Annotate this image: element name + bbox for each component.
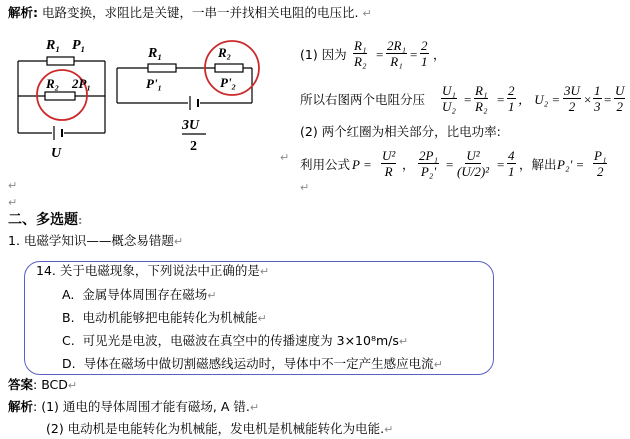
section-title: 二、多选题:: [8, 212, 83, 228]
paragraph-mark-icon: ↵: [362, 7, 372, 20]
label2-u-num: 3U: [182, 118, 200, 133]
circuit-diagram-1: [10, 30, 115, 170]
paragraph-mark-icon: ↵: [8, 196, 18, 209]
answer-line: 答案: BCD↵: [8, 377, 78, 392]
l4-eq1: =: [446, 157, 454, 172]
label2-r1: R₁: [148, 46, 163, 61]
option-d: D. 导体在磁场中做切割磁感线运动时，导体中不一定产生感应电流↵: [62, 356, 443, 371]
solution-l1-pre: (1) 因为: [300, 47, 347, 62]
l1-frac3: $\frac{2}{1}$: [421, 38, 428, 69]
solution-l4-pre: 利用公式: [300, 157, 351, 172]
label2-p2: P'₂: [220, 75, 237, 90]
resistor-r1-prime: [148, 64, 176, 72]
l4-p2: P₂' =: [557, 157, 585, 172]
l2-frac2: $\frac{\text{R₁}}{\text{R₂}}$: [475, 83, 488, 114]
explain-line-1: 解析: (1) 通电的导体周围才能有磁场, A 错.↵: [8, 399, 260, 414]
l2-frac4: $\frac{3U}{2}$: [564, 83, 580, 114]
l4-sep: ，: [402, 157, 415, 172]
label-r1: R₁: [46, 38, 61, 53]
label2-r2: R₂: [218, 45, 232, 60]
l1-post: ，: [433, 47, 446, 62]
l4-frac2: $\frac{\text{2P₁}}{\text{P₂'}}$: [419, 148, 438, 179]
label-u: U: [51, 146, 62, 161]
l2-eq1: =: [464, 92, 472, 107]
l2-mid: ， U₂ =: [518, 92, 561, 107]
label-p1: P₁: [72, 38, 86, 53]
l1-eq1: =: [376, 47, 384, 62]
resistor-r2: [45, 92, 75, 100]
paragraph-mark-icon: ↵: [280, 151, 290, 164]
l2-frac5: $\frac{1}{3}$: [594, 83, 601, 114]
question-stem: 14. 关于电磁现象，下列说法中正确的是↵: [36, 263, 270, 278]
explain-line-2: (2) 电动机是电能转化为机械能，发电机是机械能转化为电能.↵: [46, 421, 394, 436]
solution-l3: (2) 两个红圈为相关部分，比电功率:: [300, 124, 501, 139]
resistor-r2-prime: [215, 64, 243, 72]
option-b: B. 电动机能够把电能转化为机械能↵: [62, 310, 267, 325]
circuit-diagram-2: [112, 30, 272, 168]
l1-eq2: =: [410, 47, 418, 62]
label-p2: 2P₁: [72, 76, 91, 91]
option-a: A. 金属导体周围存在磁场↵: [62, 287, 217, 302]
header-colon: :: [33, 5, 39, 20]
l1-frac2: $\frac{\text{2R₁}}{\text{R₁}}$: [387, 38, 406, 69]
l4-frac4: $\frac{4}{1}$: [508, 148, 515, 179]
header-label: 解析: [8, 5, 34, 20]
l4-frac1: $\frac{\text{U²}}{R}$: [382, 148, 396, 179]
paragraph-mark-icon: ↵: [300, 181, 310, 194]
l4-frac5: $\frac{\text{P₁}}{2}$: [594, 148, 607, 179]
l4-p: P =: [352, 157, 372, 172]
l4-eq2: =: [497, 157, 505, 172]
l4-frac3: $\frac{\text{U²}}{\text{(U/2)²}}$: [457, 148, 490, 179]
l2-eq3: =: [604, 92, 612, 107]
header-text: 电路变换，求阻比是关键，一串一并找相关电阻的电压比.: [42, 5, 359, 20]
l2-frac1: $\frac{\text{U₁}}{\text{U₂}}$: [442, 83, 456, 114]
l2-frac6: $\frac{U}{2}$: [615, 83, 625, 114]
label2-p1: P'₁: [146, 76, 163, 91]
label2-u-den: 2: [190, 139, 197, 154]
l4-mid: ，解出: [519, 157, 557, 172]
l2-times: ×: [584, 92, 592, 107]
l2-eq2: =: [497, 92, 505, 107]
topic-line: 1. 电磁学知识——概念易错题↵: [8, 233, 184, 248]
resistor-r1: [47, 57, 74, 65]
paragraph-mark-icon: ↵: [8, 179, 18, 192]
header-line: [8, 5, 372, 21]
option-c: C. 可见光是电波，电磁波在真空中的传播速度为 3×10⁸m/s↵: [62, 333, 409, 348]
l1-frac1: $\frac{\text{R₁}}{\text{R₂}}$: [354, 38, 367, 69]
label-r2: R₂: [46, 76, 60, 91]
solution-l2-pre: 所以右图两个电阻分压: [300, 92, 426, 107]
l2-frac3: $\frac{2}{1}$: [508, 83, 515, 114]
